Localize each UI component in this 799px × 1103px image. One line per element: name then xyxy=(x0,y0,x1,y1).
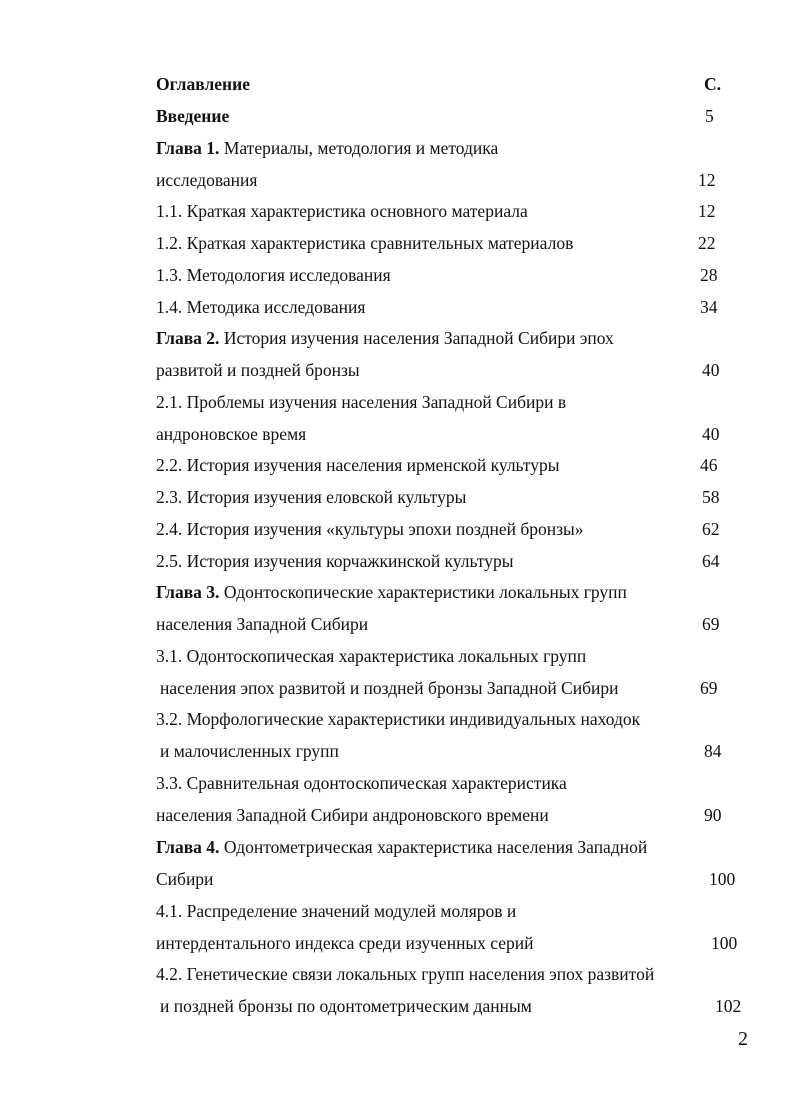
toc-section-3-3: 3.3. Сравнительная одонтоскопическая характеристика xyxy=(156,773,567,793)
toc-section-1-2-page: 22 xyxy=(698,233,716,253)
toc-section-2-5: 2.5. История изучения корчажкинской культуры xyxy=(156,551,514,571)
toc-chapter-4 xyxy=(156,836,647,858)
chapter-title: Одонтоскопические характеристики локальных групп xyxy=(223,582,627,602)
toc-chapter-2-page: 40 xyxy=(702,360,720,380)
toc-section-4-2-page: 102 xyxy=(715,996,742,1016)
page-column-label: С. xyxy=(704,74,722,94)
chapter-title: История изучения населения Западной Сибири эпох xyxy=(223,328,614,348)
toc-section-2-1-page: 40 xyxy=(702,424,720,444)
toc-chapter-1-cont: исследования xyxy=(156,170,258,190)
toc-section-3-2: 3.2. Морфологические характеристики индивидуальных находок xyxy=(156,709,641,729)
toc-chapter-3 xyxy=(156,581,627,603)
toc-section-2-3-page: 58 xyxy=(702,487,720,507)
toc-heading: Оглавление xyxy=(156,74,250,94)
toc-intro-page: 5 xyxy=(705,106,714,126)
chapter-title: Одонтометрическая характеристика населения Западной xyxy=(223,837,648,857)
toc-section-3-2-cont: и малочисленных групп xyxy=(160,741,339,761)
toc-chapter-4-page: 100 xyxy=(709,869,736,889)
toc-section-2-1-cont: андроновское время xyxy=(156,424,307,444)
chapter-label: Глава 2. xyxy=(156,328,220,348)
page-number: 2 xyxy=(738,1028,748,1050)
toc-section-4-2: 4.2. Генетические связи локальных групп населения эпох развитой xyxy=(156,964,655,984)
toc-chapter-2-cont: развитой и поздней бронзы xyxy=(156,360,360,380)
chapter-label: Глава 3. xyxy=(156,582,220,602)
toc-section-1-3: 1.3. Методология исследования xyxy=(156,265,391,285)
toc-chapter-4-cont: Сибири xyxy=(156,869,214,889)
toc-section-4-2-cont: и поздней бронзы по одонтометрическим данным xyxy=(160,996,532,1016)
toc-section-4-1-page: 100 xyxy=(711,933,738,953)
toc-section-4-1: 4.1. Распределение значений модулей моляров и xyxy=(156,901,517,921)
toc-section-1-2: 1.2. Краткая характеристика сравнительных материалов xyxy=(156,233,574,253)
toc-chapter-1-page: 12 xyxy=(698,170,716,190)
toc-chapter-2 xyxy=(156,327,614,349)
toc-chapter-3-cont: населения Западной Сибири xyxy=(156,614,369,634)
toc-section-1-4: 1.4. Методика исследования xyxy=(156,297,366,317)
toc-section-1-3-page: 28 xyxy=(700,265,718,285)
toc-chapter-3-page: 69 xyxy=(702,614,720,634)
toc-section-2-1: 2.1. Проблемы изучения населения Западной Сибири в xyxy=(156,392,567,412)
toc-section-1-1: 1.1. Краткая характеристика основного материала xyxy=(156,201,528,221)
toc-section-3-2-page: 84 xyxy=(704,741,722,761)
toc-section-1-4-page: 34 xyxy=(700,297,718,317)
toc-intro: Введение xyxy=(156,106,230,126)
toc-section-3-1-page: 69 xyxy=(700,678,718,698)
chapter-label: Глава 4. xyxy=(156,837,220,857)
chapter-label: Глава 1. xyxy=(156,138,220,158)
toc-section-3-1: 3.1. Одонтоскопическая характеристика локальных групп xyxy=(156,646,587,666)
toc-section-4-1-cont: интердентального индекса среди изученных серий xyxy=(156,933,534,953)
chapter-title: Материалы, методология и методика xyxy=(223,138,499,158)
toc-section-2-2: 2.2. История изучения населения ирменской культуры xyxy=(156,455,560,475)
toc-section-2-5-page: 64 xyxy=(702,551,720,571)
toc-section-2-3: 2.3. История изучения еловской культуры xyxy=(156,487,467,507)
toc-section-2-4-page: 62 xyxy=(702,519,720,539)
toc-chapter-1 xyxy=(156,137,498,159)
toc-section-3-1-cont: населения эпох развитой и поздней бронзы Западной Сибири xyxy=(160,678,619,698)
toc-section-1-1-page: 12 xyxy=(698,201,716,221)
toc-section-3-3-cont: населения Западной Сибири андроновского времени xyxy=(156,805,549,825)
toc-section-3-3-page: 90 xyxy=(704,805,722,825)
toc-section-2-4: 2.4. История изучения «культуры эпохи поздней бронзы» xyxy=(156,519,584,539)
toc-section-2-2-page: 46 xyxy=(700,455,718,475)
